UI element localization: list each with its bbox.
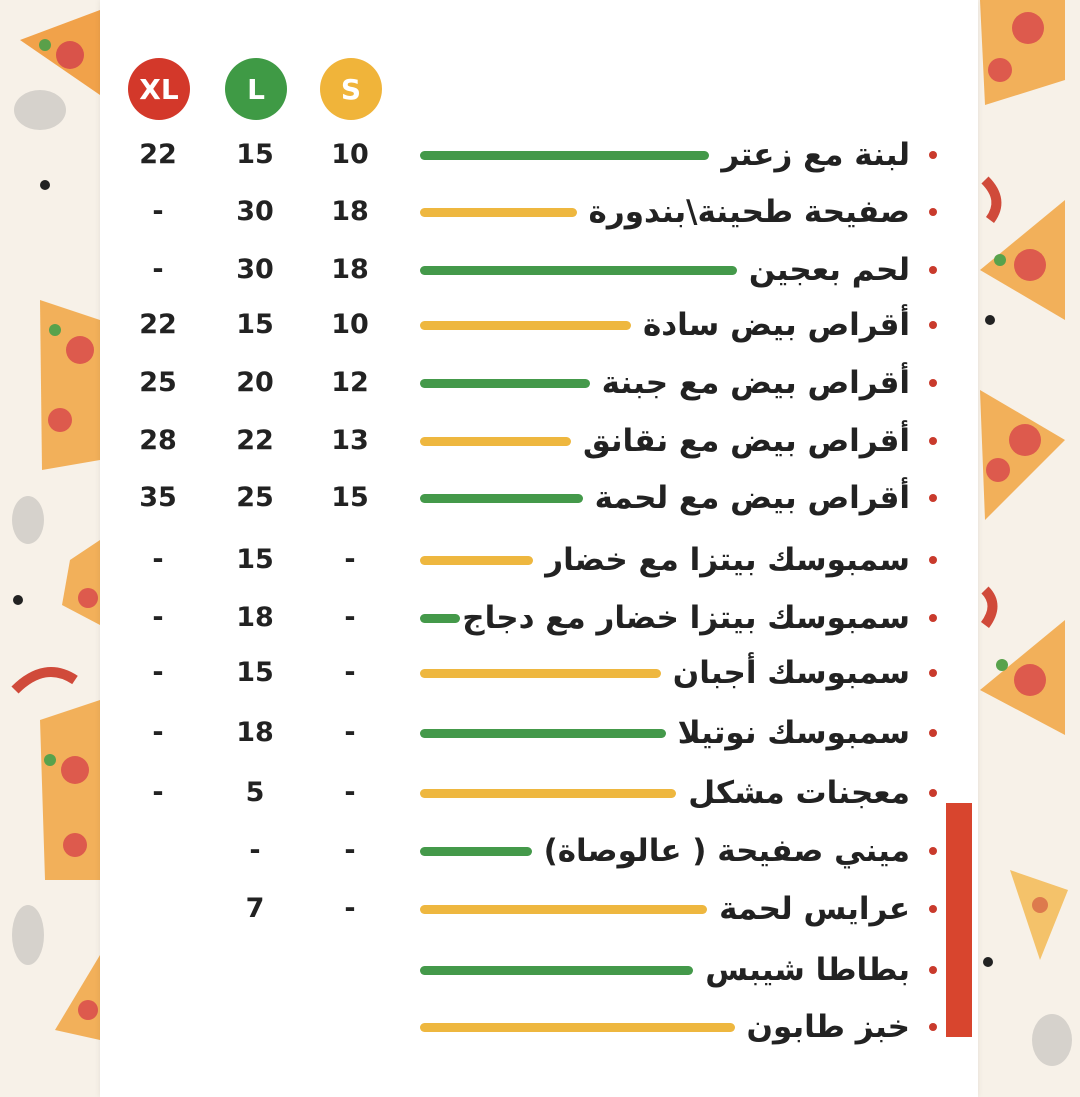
menu-row xyxy=(0,1002,1080,1052)
price-xl: - xyxy=(152,602,164,633)
menu-row xyxy=(0,130,1080,180)
item-name: لحم بعجين xyxy=(748,252,910,288)
leader-line xyxy=(420,847,532,856)
price-s: - xyxy=(344,544,356,575)
price-s: 15 xyxy=(331,482,369,513)
price-s xyxy=(320,945,380,995)
bullet-icon xyxy=(929,556,937,564)
price-xl: 25 xyxy=(139,367,177,398)
price-l: 18 xyxy=(236,602,274,633)
price-s: 18 xyxy=(331,254,369,285)
bullet-icon xyxy=(929,966,937,974)
price-s: - xyxy=(344,717,356,748)
price-xl xyxy=(128,945,188,995)
menu-row xyxy=(0,416,1080,466)
menu-row xyxy=(0,300,1080,350)
menu-row xyxy=(0,648,1080,698)
price-s: 10 xyxy=(331,139,369,170)
price-s: - xyxy=(344,602,356,633)
item-name: سمبوسك أجبان xyxy=(672,655,910,691)
leader-line xyxy=(420,729,666,738)
price-s: 18 xyxy=(331,196,369,227)
bullet-icon xyxy=(929,1023,937,1031)
leader-line xyxy=(420,494,583,503)
item-name: بطاطا شيبس xyxy=(705,952,910,988)
menu-row xyxy=(0,826,1080,876)
pizza-slice-icon xyxy=(20,10,100,95)
price-l: 22 xyxy=(236,425,274,456)
bullet-icon xyxy=(929,905,937,913)
leader-line xyxy=(420,266,737,275)
bullet-icon xyxy=(929,266,937,274)
bullet-icon xyxy=(929,379,937,387)
leader-line xyxy=(420,905,707,914)
price-l: 25 xyxy=(236,482,274,513)
item-name: سمبوسك بيتزا خضار مع دجاج xyxy=(462,600,910,636)
price-s: - xyxy=(344,893,356,924)
leader-line xyxy=(420,379,590,388)
item-name: أقراص بيض مع نقانق xyxy=(582,423,910,459)
item-name: أقراص بيض سادة xyxy=(642,307,910,343)
price-xl xyxy=(128,826,188,876)
leader-line xyxy=(420,321,631,330)
size-l-badge xyxy=(225,58,287,120)
price-l: 15 xyxy=(236,139,274,170)
item-name: سمبوسك بيتزا مع خضار xyxy=(545,542,910,578)
bullet-icon xyxy=(929,321,937,329)
item-name: أقراص بيض مع جبنة xyxy=(601,365,910,401)
bullet-icon xyxy=(929,494,937,502)
item-name: لبنة مع زعتر xyxy=(721,137,910,173)
size-l-label: L xyxy=(247,72,265,106)
menu-row xyxy=(0,708,1080,758)
menu-row xyxy=(0,358,1080,408)
price-xl: - xyxy=(152,777,164,808)
bullet-icon xyxy=(929,151,937,159)
price-xl xyxy=(128,1002,188,1052)
item-name: معجنات مشكل xyxy=(688,775,910,811)
leader-line xyxy=(420,208,577,217)
menu-row xyxy=(0,187,1080,237)
price-xl: - xyxy=(152,657,164,688)
bullet-icon xyxy=(929,729,937,737)
price-l xyxy=(225,945,285,995)
price-xl: 28 xyxy=(139,425,177,456)
menu-row xyxy=(0,945,1080,995)
size-s-badge xyxy=(320,58,382,120)
menu-row xyxy=(0,884,1080,934)
price-xl: - xyxy=(152,196,164,227)
price-s: 12 xyxy=(331,367,369,398)
price-xl: 35 xyxy=(139,482,177,513)
price-l: - xyxy=(249,835,261,866)
item-name: خبز طابون xyxy=(746,1009,910,1045)
price-xl xyxy=(128,884,188,934)
leader-line xyxy=(420,556,533,565)
price-l xyxy=(225,1002,285,1052)
price-l: 15 xyxy=(236,657,274,688)
price-l: 5 xyxy=(245,777,265,808)
price-xl: 22 xyxy=(139,139,177,170)
size-xl-label: XL xyxy=(139,72,179,106)
menu-row xyxy=(0,535,1080,585)
price-l: 15 xyxy=(236,544,274,575)
price-xl: - xyxy=(152,544,164,575)
price-s: 10 xyxy=(331,309,369,340)
bullet-icon xyxy=(929,614,937,622)
price-l: 7 xyxy=(245,893,265,924)
menu-row xyxy=(0,245,1080,295)
price-l: 18 xyxy=(236,717,274,748)
price-s: - xyxy=(344,657,356,688)
item-name: أقراص بيض مع لحمة xyxy=(594,480,910,516)
bullet-icon xyxy=(929,847,937,855)
item-name: سمبوسك نوتيلا xyxy=(677,715,910,751)
bullet-icon xyxy=(929,789,937,797)
price-xl: 22 xyxy=(139,309,177,340)
bullet-icon xyxy=(929,208,937,216)
item-name: ميني صفيحة ( عالوصاة) xyxy=(543,833,910,869)
price-xl: - xyxy=(152,717,164,748)
price-s: - xyxy=(344,777,356,808)
menu-row xyxy=(0,473,1080,523)
leader-line xyxy=(420,614,460,623)
price-xl: - xyxy=(152,254,164,285)
bullet-icon xyxy=(929,437,937,445)
price-l: 20 xyxy=(236,367,274,398)
price-s: - xyxy=(344,835,356,866)
price-l: 30 xyxy=(236,254,274,285)
price-s xyxy=(320,1002,380,1052)
leader-line xyxy=(420,437,571,446)
pizza-slice-icon xyxy=(980,0,1065,105)
item-name: عرايس لحمة xyxy=(719,891,910,927)
size-s-label: S xyxy=(340,72,362,106)
leader-line xyxy=(420,966,693,975)
leader-line xyxy=(420,151,709,160)
bullet-icon xyxy=(929,669,937,677)
price-l: 30 xyxy=(236,196,274,227)
size-xl-badge xyxy=(128,58,190,120)
mushroom-icon xyxy=(14,90,66,130)
price-s: 13 xyxy=(331,425,369,456)
price-l: 15 xyxy=(236,309,274,340)
menu-row xyxy=(0,768,1080,818)
leader-line xyxy=(420,789,676,798)
leader-line xyxy=(420,669,661,678)
menu-row xyxy=(0,593,1080,643)
leader-line xyxy=(420,1023,735,1032)
item-name: صفيحة طحينة\بندورة xyxy=(588,194,910,230)
